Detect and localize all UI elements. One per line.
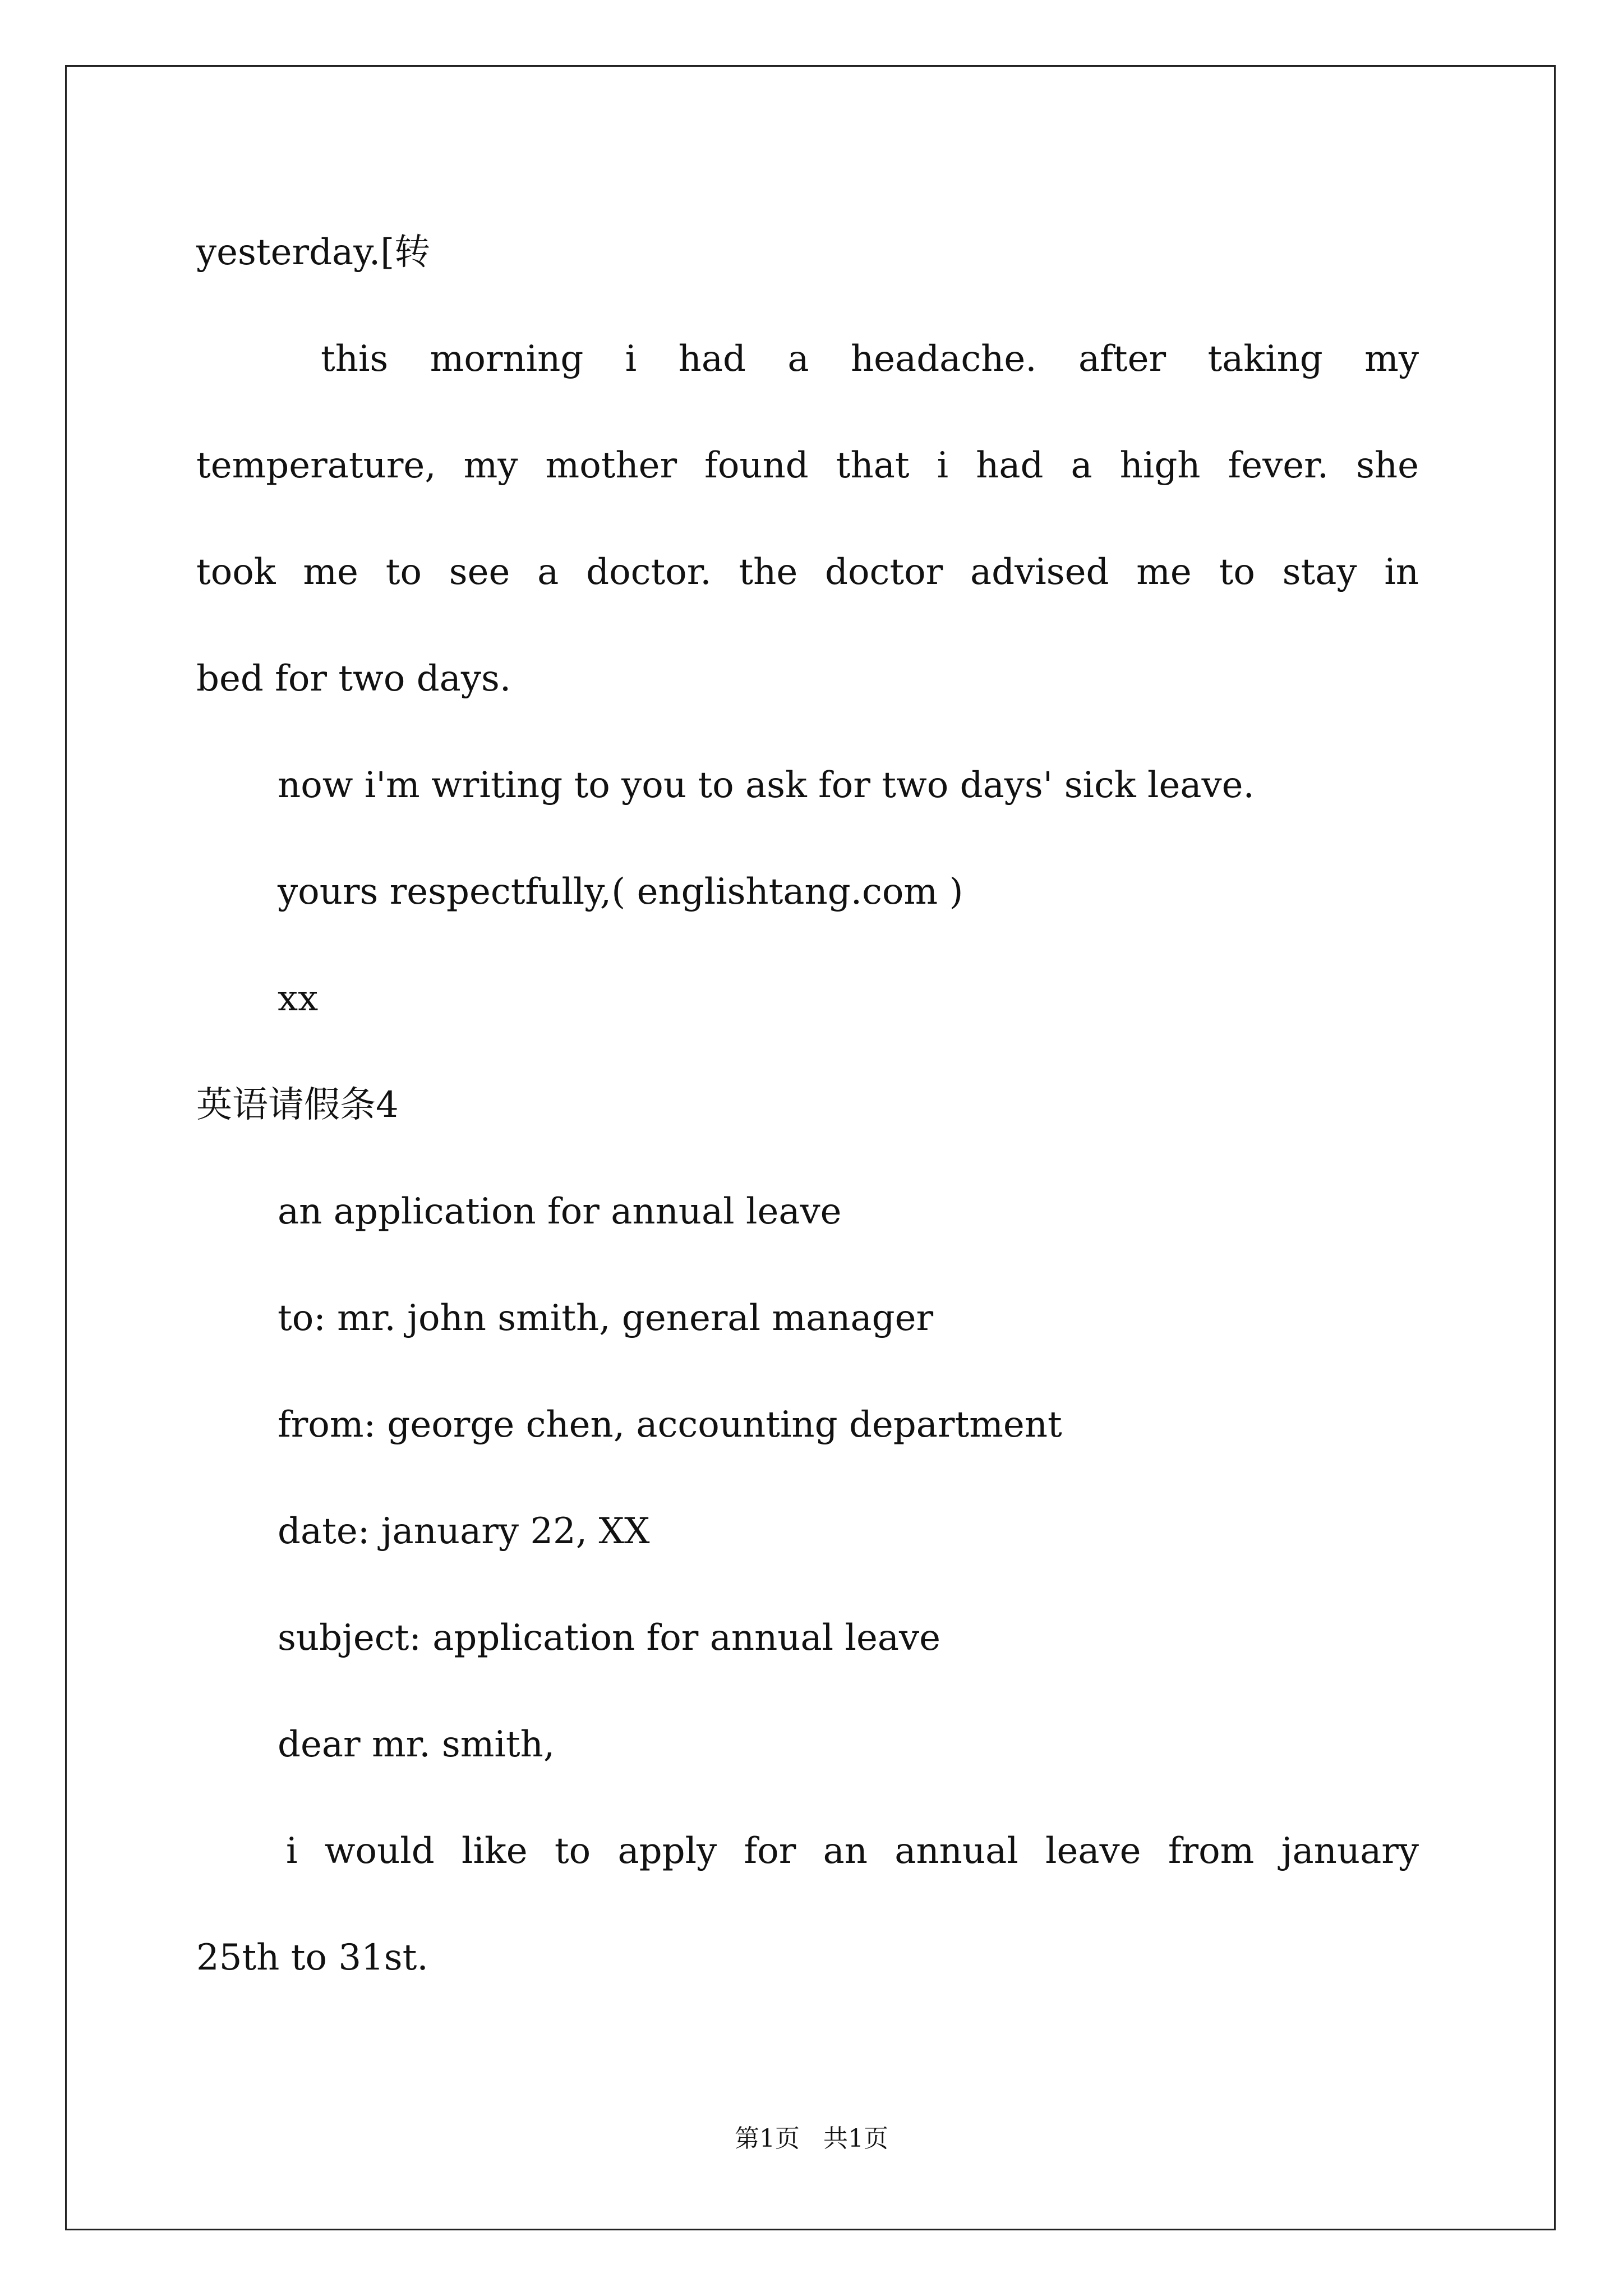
paragraph-line: bed for two days. — [196, 658, 511, 700]
page-footer: 第1页 共1页 — [735, 2124, 888, 2153]
page-border — [65, 65, 1556, 2230]
paragraph-line: now i'm writing to you to ask for two days' sick leave. — [278, 765, 1255, 806]
closing-line: yours respectfully,( englishtang.com ) — [278, 871, 963, 913]
memo-to: to: mr. john smith, general manager — [278, 1297, 934, 1339]
paragraph-line: this morning i had a headache. after taking my — [321, 338, 1419, 380]
memo-date: date: january 22, XX — [278, 1511, 650, 1552]
section-heading: 英语请假条4 — [196, 1084, 399, 1126]
memo-title: an application for annual leave — [278, 1191, 842, 1232]
paragraph-line: 25th to 31st. — [196, 1937, 428, 1978]
signature-line: xx — [278, 978, 319, 1019]
salutation: dear mr. smith, — [278, 1724, 555, 1765]
memo-from: from: george chen, accounting department — [278, 1404, 1062, 1446]
paragraph-line: temperature, my mother found that i had a high fever. she — [196, 445, 1419, 486]
paragraph-line: took me to see a doctor. the doctor advised me to stay in — [196, 551, 1419, 593]
memo-subject: subject: application for annual leave — [278, 1617, 940, 1659]
paragraph-line: i would like to apply for an annual leave from january — [286, 1830, 1419, 1872]
text-line: yesterday.[转 — [196, 232, 431, 273]
